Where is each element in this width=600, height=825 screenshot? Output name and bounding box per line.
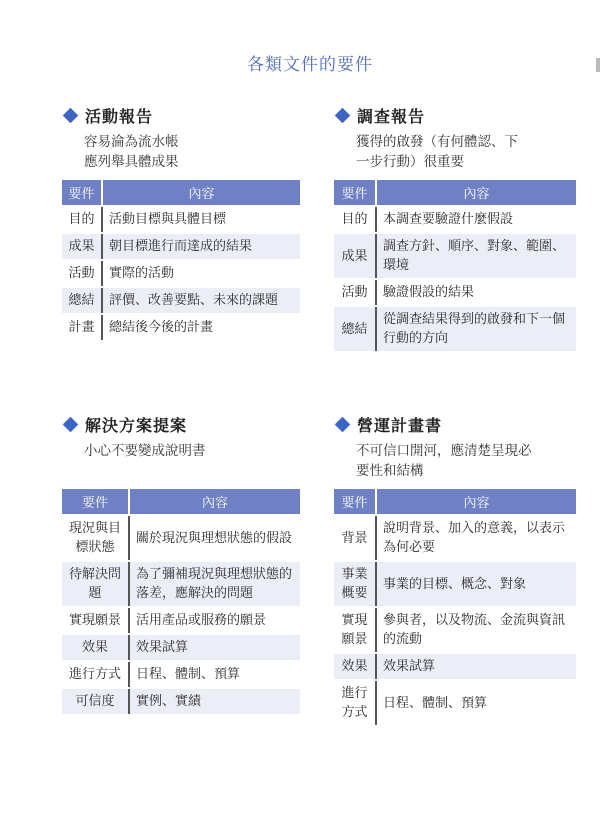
table-row: 進行方式 日程、體制、預算 [334,681,576,725]
section-subtitle: 容易淪為流水帳 應列舉具體成果 [84,134,179,170]
table-row: 成果 朝目標進行而達成的結果 [62,234,300,259]
section-heading [334,413,584,435]
table-row: 背景 說明背景、加入的意義，以表示為何必要 [334,516,576,560]
diamond-bullet-icon [335,416,351,432]
table-row: 目的 活動目標與具體目標 [62,207,300,232]
diamond-bullet-icon [63,107,79,123]
section-title: 調查報告 [357,106,426,126]
header-key: 要件 [62,489,130,514]
diamond-bullet-icon [63,416,79,432]
section-solution-proposal [62,413,302,461]
table-header-row [62,180,300,205]
section-subtitle: 不可信口開河，應清楚呈現必 要性和結構 [356,443,532,479]
section-heading [62,104,302,126]
section-heading [334,104,584,126]
table-row: 事業概要 事業的目標、概念、對象 [334,562,576,606]
section-title: 營運計畫書 [357,415,443,435]
table-row: 目的 本調查要驗證什麼假設 [334,207,576,232]
header-key: 要件 [334,180,377,205]
section-survey-report [334,104,584,172]
table-row: 成果 調查方針、順序、對象、範圍、環境 [334,234,576,278]
table-row: 活動 驗證假設的結果 [334,280,576,305]
header-value: 內容 [377,180,576,205]
section-heading [62,413,302,435]
survey-report-table [334,178,576,353]
section-title: 解決方案提案 [85,415,188,435]
solution-proposal-table [62,487,300,716]
business-plan-table [334,487,576,727]
section-title: 活動報告 [85,106,154,126]
table-header-row [334,180,576,205]
table-row: 實現願景 活用產品或服務的願景 [62,608,300,633]
section-business-plan [334,413,584,481]
table-row: 總結 評價、改善要點、未來的課題 [62,288,300,313]
table-row: 可信度 實例、實績 [62,689,300,714]
diamond-bullet-icon [335,107,351,123]
section-subtitle: 小心不要變成說明書 [84,443,206,459]
activity-report-table [62,178,300,342]
page-edge-mark [596,58,600,72]
table-row: 效果 效果試算 [334,654,576,679]
table-row: 現況與目標狀態 關於現況與理想狀態的假設 [62,516,300,560]
header-key: 要件 [62,180,103,205]
table-row: 活動 實際的活動 [62,261,300,286]
table-row: 實現願景 參與者，以及物流、金流與資訊的流動 [334,608,576,652]
section-activity-report [62,104,302,172]
table-header-row [334,489,576,514]
header-value: 內容 [103,180,300,205]
header-key: 要件 [334,489,377,514]
table-row: 效果 效果試算 [62,635,300,660]
table-header-row [62,489,300,514]
table-row: 待解決問題 為了彌補現況與理想狀態的落差，應解決的問題 [62,562,300,606]
table-row: 總結 從調查結果得到的啟發和下一個行動的方向 [334,307,576,351]
section-subtitle: 獲得的啟發（有何體認、下 一步行動）很重要 [356,134,518,170]
page-title: 各類文件的要件 [247,55,373,75]
header-value: 內容 [377,489,576,514]
header-value: 內容 [130,489,300,514]
table-row: 計畫 總結後今後的計畫 [62,315,300,340]
table-row: 進行方式 日程、體制、預算 [62,662,300,687]
